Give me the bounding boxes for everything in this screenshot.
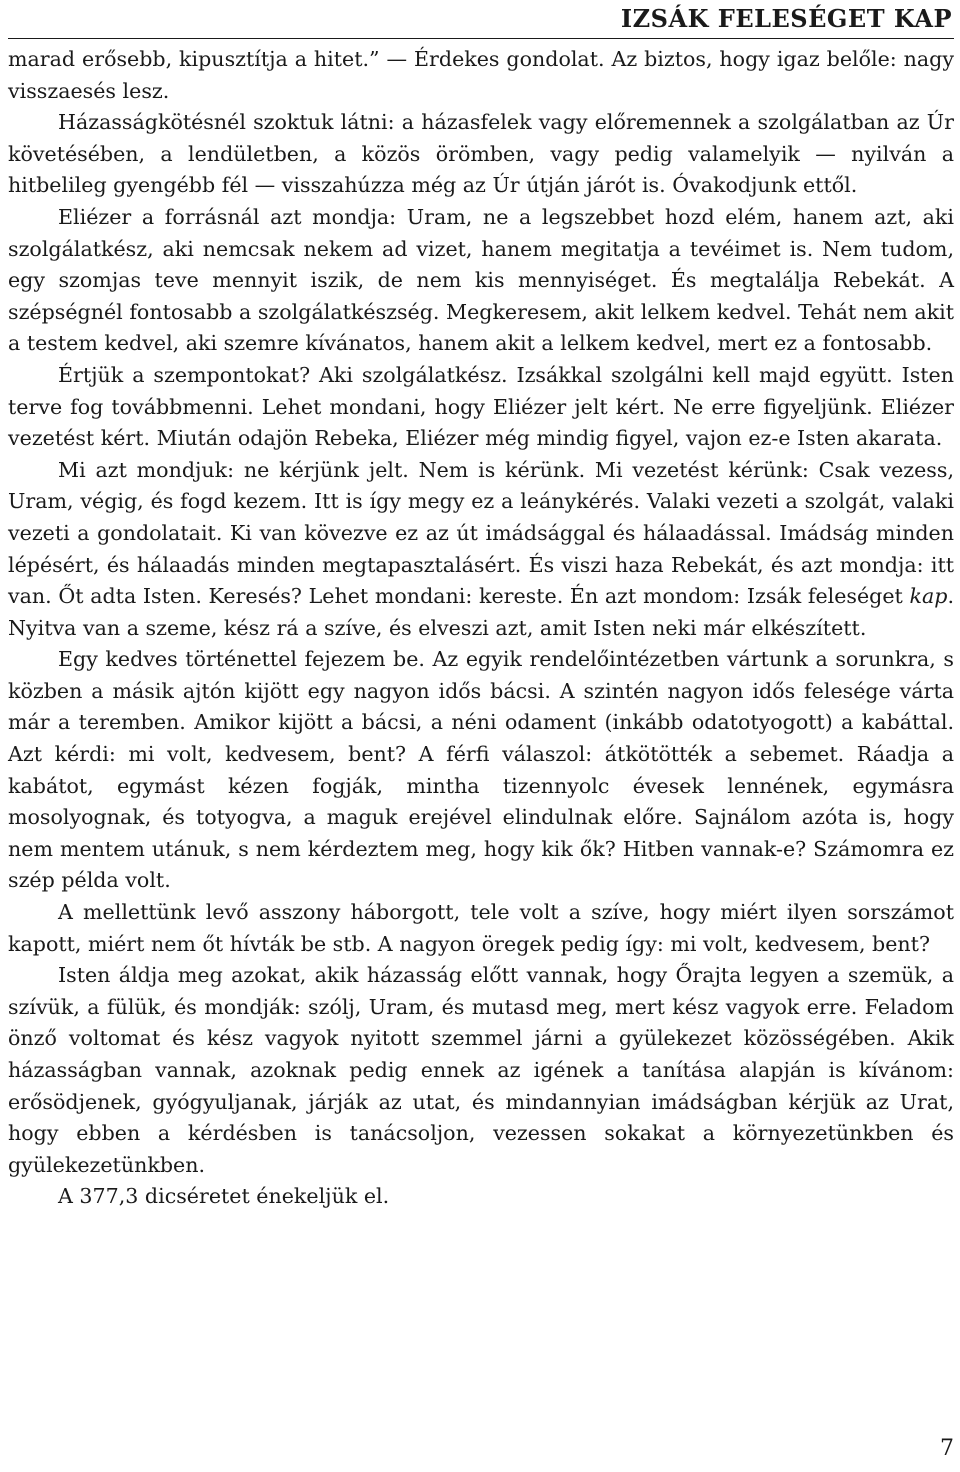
running-header bbox=[8, 0, 954, 39]
running-title: IZSÁK FELESÉGET KAP bbox=[620, 4, 952, 33]
body-text bbox=[8, 44, 954, 1213]
paragraph-text: . Nyitva van a szeme, kész rá a szíve, és elveszi azt, amit Isten neki már elkészített. bbox=[8, 584, 954, 640]
paragraph: Egy kedves történettel fejezem be. Az egyik rendelőintézetben vártunk a sorunkra, s közben a másik ajtón kijött egy nagyon idős bácsi. A szintén nagyon idős felesége várta már a teremben. Amikor kijött a bácsi, a néni odament (inkább odatotyogott) a kabáttal. Azt kérdi: mi volt, kedvesem, bent? A férfi válaszol: átkötötték a sebemet. Ráadja a kabátot, egymást kézen fogják, mintha tizennyolc évesek lennének, egymásra mosolyognak, és totyogva, a maguk erejével elindulnak előre. Sajnálom azóta is, hogy nem mentem utánuk, s nem kérdeztem meg, hogy kik ők? Hitben vannak-e? Számomra ez szép példa volt. bbox=[8, 647, 954, 893]
paragraph bbox=[8, 455, 954, 645]
paragraph: Isten áldja meg azokat, akik házasság előtt vannak, hogy Őrajta legyen a szemük, a szívük, a fülük, és mondják: szólj, Uram, és mutasd meg, mert kész vagyok erre. Feladom önző voltomat és kész vagyok nyitott szemmel járni a gyülekezet közösségében. Akik házasságban vannak, azoknak pedig ennek az igének a tanítása alapján is kívánom: erősödjenek, gyógyuljanak, járják az utat, és mindannyian imádságban kérjük az Urat, hogy ebben a kérdésben is tanácsoljon, vezessen sokakat a környezetünkben és gyülekezetünkben. bbox=[8, 963, 954, 1177]
paragraph: Eliézer a forrásnál azt mondja: Uram, ne a legszebbet hozd elém, hanem azt, aki szolgálatkész, aki nemcsak nekem ad vizet, hanem megitatja a tevéimet is. Nem tudom, egy szomjas teve mennyit iszik, de nem kis mennyiséget. És megtalálja Rebekát. A szépségnél fontosabb a szolgálatkészség. Megkeresem, akit lelkem kedvel. Tehát nem akit a testem kedvel, aki szemre kívánatos, hanem akit a lelkem kedvel, mert ez a fontosabb. bbox=[8, 204, 954, 356]
paragraph: marad erősebb, kipusztítja a hitet.” — Érdekes gondolat. Az biztos, hogy igaz belőle: nagy visszaesés lesz. bbox=[8, 47, 954, 103]
paragraph-text: Mi azt mondjuk: ne kérjünk jelt. Nem is kérünk. Mi vezetést kérünk: Csak vezess, Uram, végig, és fogd kezem. Itt is így megy ez a leánykérés. Valaki vezeti a szolgát, valaki vezeti a gondolatait. Ki van kövezve ez az út imádsággal és hálaadással. Imádság minden lépésért, és hálaadás minden megtapasztalásért. És viszi haza Rebekát, és azt mondja: itt van. Őt adta Isten. Keresés? Lehet mondani: kereste. Én azt mondom: Izsák feleséget bbox=[8, 457, 954, 609]
paragraph: A 377,3 dicséretet énekeljük el. bbox=[58, 1184, 390, 1209]
paragraph: A mellettünk levő asszony háborgott, tele volt a szíve, hogy miért ilyen sorszámot kapott, miért nem őt hívták be stb. A nagyon öregek pedig így: mi volt, kedvesem, bent? bbox=[8, 900, 954, 956]
page-number: 7 bbox=[940, 1436, 954, 1461]
emphasized-word: kap bbox=[909, 584, 948, 609]
paragraph: Házasságkötésnél szoktuk látni: a házasfelek vagy előremennek a szolgálatban az Úr követésében, a lendületben, a közös örömben, vagy pedig valamelyik — nyilván a hitbelileg gyengébb fél — visszahúzza még az Úr útján járót is. Óvakodjunk ettől. bbox=[8, 110, 954, 198]
paragraph: Értjük a szempontokat? Aki szolgálatkész. Izsákkal szolgálni kell majd együtt. Isten terve fog továbbmenni. Lehet mondani, hogy Eliézer jelt kért. Ne erre figyeljünk. Eliézer vezetést kért. Miután odajön Rebeka, Eliézer még mindig figyel, vajon ez-e Isten akarata. bbox=[8, 362, 954, 451]
